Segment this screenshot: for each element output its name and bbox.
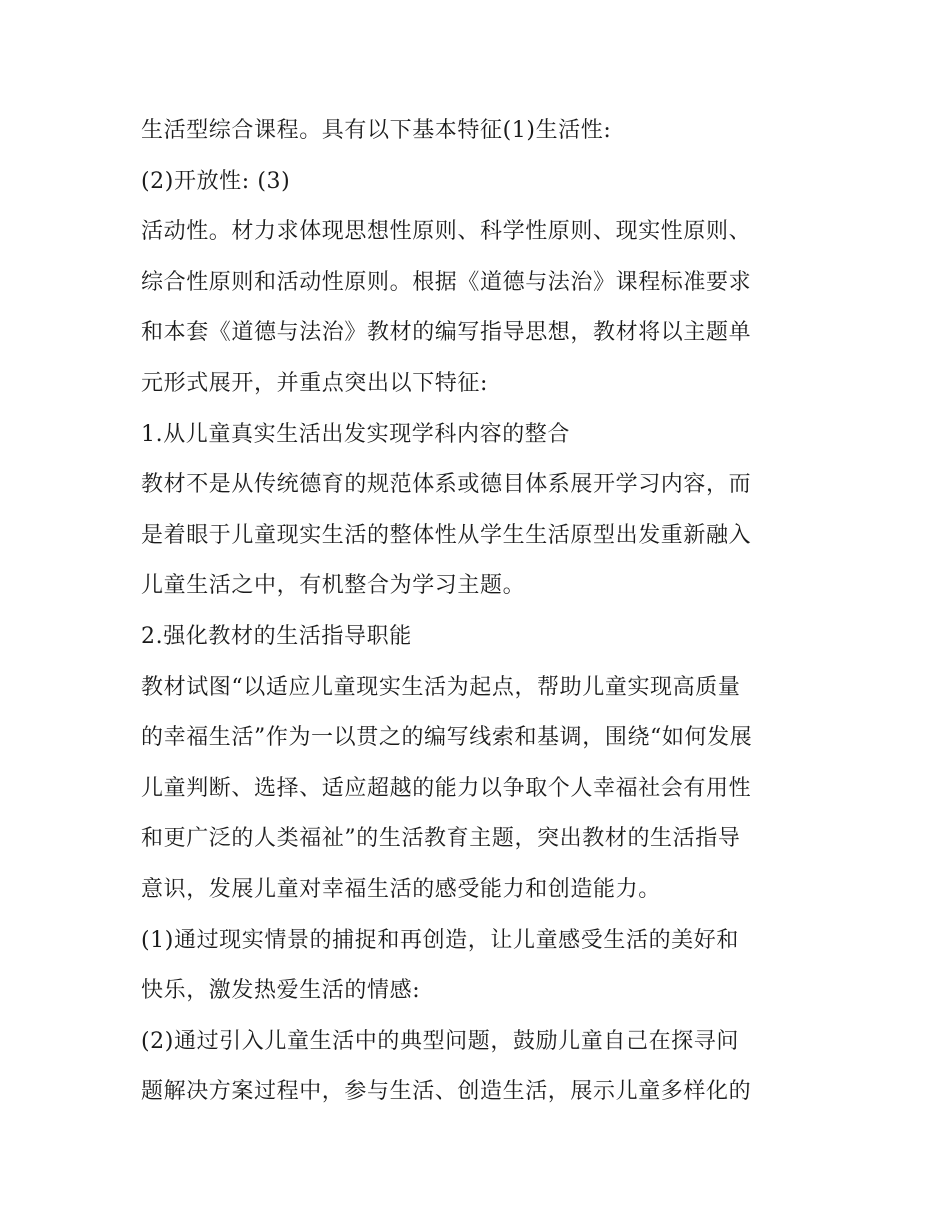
text-line: 综合性原则和活动性原则。根据《道德与法治》课程标准要求 [141,269,752,295]
document-body [141,106,821,1118]
text-line: 题解决方案过程中，参与生活、创造生活，展示儿童多样化的 [141,1079,752,1105]
text-line: 和本套《道德与法治》教材的编写指导思想，教材将以主题单 [141,320,752,346]
text-line: 意识，发展儿童对幸福生活的感受能力和创造能力。 [141,876,661,902]
section-heading-1: 1.从儿童真实生活出发实现学科内容的整合 [141,421,570,447]
text-line: 教材试图“以适应儿童现实生活为起点，帮助儿童实现高质量 [141,674,741,700]
text-line: 活动性。材力求体现思想性原则、科学性原则、现实性原则、 [141,219,752,245]
list-item-1: (1)通过现实情景的捕捉和再创造，让儿童感受生活的美好和 [141,927,739,953]
text-line: 儿童判断、选择、适应超越的能力以争取个人幸福社会有用性 [141,775,752,801]
text-line: (2)开放性: (3) [141,168,291,194]
text-line: 儿童生活之中，有机整合为学习主题。 [141,573,526,599]
text-line: 元形式展开，并重点突出以下特征: [141,370,489,396]
text-line: 教材不是从传统德育的规范体系或德目体系展开学习内容，而 [141,472,752,498]
list-item-2: (2)通过引入儿童生活中的典型问题，鼓励儿童自己在探寻问 [141,1028,739,1054]
text-line: 生活型综合课程。具有以下基本特征(1)生活性: [141,118,612,143]
text-line: 的幸福生活”作为一以贯之的编写线索和基调，围绕“如何发展 [141,725,753,751]
text-line: 快乐，激发热爱生活的情感: [141,978,421,1004]
section-heading-2: 2.强化教材的生活指导职能 [141,623,412,649]
text-line: 和更广泛的人类福祉”的生活教育主题，突出教材的生活指导 [141,826,741,852]
text-line: 是着眼于儿童现实生活的整体性从学生生活原型出发重新融入 [141,522,752,548]
